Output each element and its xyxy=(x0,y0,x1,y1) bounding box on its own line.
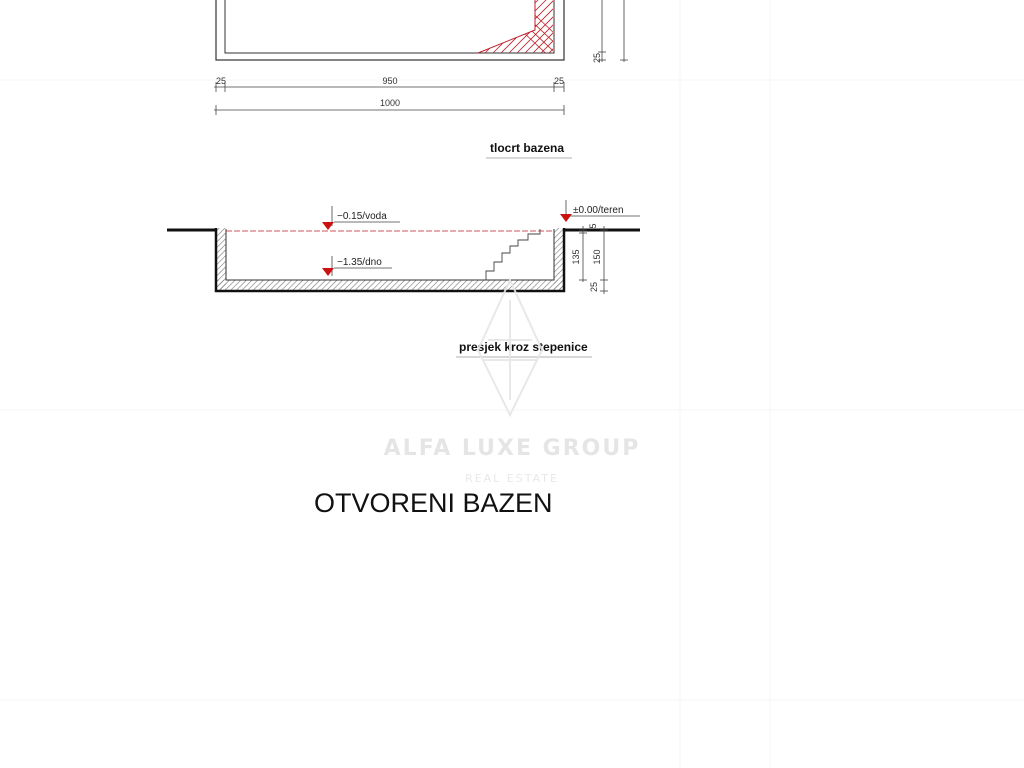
plan-dim-left: 25 xyxy=(215,76,227,86)
plan-dim-right: 25 xyxy=(553,76,565,86)
section-stairs xyxy=(486,229,540,280)
pool-section xyxy=(167,228,640,291)
section-caption: presjek kroz stepenice xyxy=(459,340,588,354)
plan-dim-middle: 950 xyxy=(382,76,398,86)
pool-outer-edge xyxy=(216,0,564,60)
section-dim-total: 150 xyxy=(592,249,602,265)
section-dim-slab: 25 xyxy=(589,281,599,293)
plan-vertical-dimensions xyxy=(598,0,628,62)
level-ground-label: ±0.00/teren xyxy=(573,205,624,216)
watermark-brand: ALFA LUXE GROUP xyxy=(383,436,641,461)
section-dim-depth: 135 xyxy=(571,249,581,265)
watermark xyxy=(384,280,641,485)
level-bottom-label: −1.35/dno xyxy=(337,257,382,268)
watermark-subtitle: REAL ESTATE xyxy=(465,472,559,485)
pool-inner-edge xyxy=(225,0,554,53)
section-dim-top: 5 xyxy=(588,223,598,229)
plan-stairs xyxy=(470,0,612,60)
plan-dim-side-bottom: 25 xyxy=(592,52,602,64)
plan-caption: tlocrt bazena xyxy=(490,141,565,155)
pool-plan xyxy=(216,0,612,60)
plan-dim-total: 1000 xyxy=(379,98,401,108)
level-water-label: −0.15/voda xyxy=(337,211,387,222)
drawing-title: OTVORENI BAZEN xyxy=(314,488,553,518)
stair-outline xyxy=(478,0,535,53)
section-inner-outline xyxy=(226,229,554,280)
